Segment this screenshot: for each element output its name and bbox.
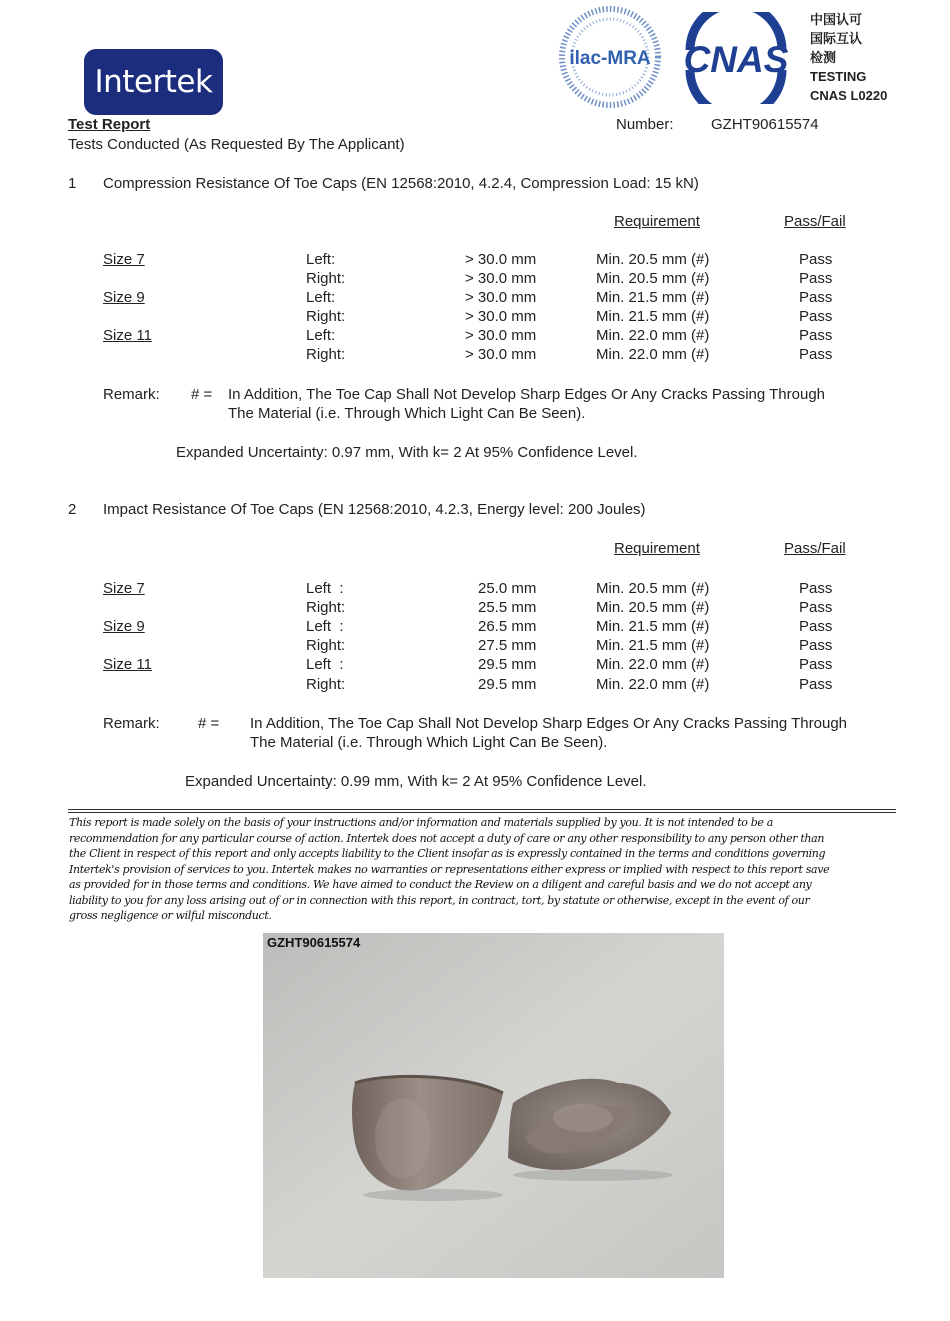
requirement-value: Min. 22.0 mm (#): [596, 656, 710, 673]
size-label: Size 11: [103, 327, 152, 344]
logo-text: Intertek: [94, 64, 213, 100]
report-number: GZHT90615574: [711, 116, 819, 133]
cnas-line: 中国认可: [810, 12, 863, 27]
requirement-value: Min. 22.0 mm (#): [596, 327, 710, 344]
passfail-header: Pass/Fail: [784, 540, 846, 557]
photo-label: GZHT90615574: [267, 935, 361, 950]
measured-value: > 30.0 mm: [465, 270, 537, 287]
requirement-value: Min. 20.5 mm (#): [596, 251, 710, 268]
cnas-line: 检测: [810, 50, 837, 65]
intertek-logo: [84, 49, 223, 115]
cnas-line: TESTING: [810, 69, 867, 84]
cnas-line: CNAS L0220: [810, 88, 888, 103]
remark-mark: # =: [198, 715, 220, 732]
remark-mark: # =: [191, 386, 213, 403]
result-value: Pass: [799, 637, 833, 654]
disclaimer-line: as provided for in those terms and conditions. We have aimed to conduct the Review on a diligent and careful basis and we do not accept any: [69, 878, 812, 891]
size-label: Size 9: [103, 289, 145, 306]
subtitle: Tests Conducted (As Requested By The Applicant): [68, 136, 405, 153]
result-value: Pass: [799, 251, 833, 268]
ilac-text: ilac-MRA: [569, 48, 651, 69]
remark-text: In Addition, The Toe Cap Shall Not Develop Sharp Edges Or Any Cracks Passing Through: [250, 715, 848, 732]
cnas-text: CNAS: [683, 39, 789, 80]
disclaimer-line: liability to you for any loss arising out of or in connection with this report, in contract, tort, by statute or otherwise, except in the event of our: [69, 893, 810, 907]
remark-label: Remark:: [103, 386, 160, 403]
measured-value: > 30.0 mm: [465, 327, 537, 344]
side-label: Right:: [306, 637, 346, 654]
section-number: 1: [68, 175, 77, 192]
remark-text: In Addition, The Toe Cap Shall Not Develop Sharp Edges Or Any Cracks Passing Through: [228, 386, 826, 403]
requirement-value: Min. 21.5 mm (#): [596, 308, 710, 325]
size-label: Size 7: [103, 580, 145, 597]
passfail-header: Pass/Fail: [784, 213, 846, 230]
side-label: Right:: [306, 308, 346, 325]
requirement-value: Min. 20.5 mm (#): [596, 580, 710, 597]
result-value: Pass: [799, 308, 833, 325]
side-label: Left:: [306, 327, 336, 344]
requirement-value: Min. 22.0 mm (#): [596, 676, 710, 693]
side-label: Right:: [306, 599, 346, 616]
measured-value: > 30.0 mm: [465, 251, 537, 268]
result-value: Pass: [799, 327, 833, 344]
side-label: Left :: [306, 656, 344, 673]
remark-text: The Material (i.e. Through Which Light Can Be Seen).: [250, 734, 608, 751]
divider: [68, 812, 896, 813]
measured-value: > 30.0 mm: [465, 289, 537, 306]
measured-value: 29.5 mm: [478, 676, 537, 693]
result-value: Pass: [799, 289, 833, 306]
measured-value: 25.0 mm: [478, 580, 537, 597]
cnas-line: 国际互认: [810, 31, 863, 46]
measured-value: > 30.0 mm: [465, 308, 537, 325]
result-value: Pass: [799, 676, 833, 693]
requirement-value: Min. 21.5 mm (#): [596, 289, 710, 306]
remark-label: Remark:: [103, 715, 160, 732]
uncertainty-text: Expanded Uncertainty: 0.97 mm, With k= 2 At 95% Confidence Level.: [176, 444, 638, 461]
result-value: Pass: [799, 618, 833, 635]
divider: [68, 809, 896, 810]
result-value: Pass: [799, 599, 833, 616]
result-value: Pass: [799, 656, 833, 673]
result-value: Pass: [799, 346, 833, 363]
size-label: Size 7: [103, 251, 145, 268]
cnas-logo: [676, 12, 796, 104]
side-label: Right:: [306, 346, 346, 363]
measured-value: 26.5 mm: [478, 618, 537, 635]
section-title: Impact Resistance Of Toe Caps (EN 12568:2010, 4.2.3, Energy level: 200 Joules): [103, 501, 646, 518]
measured-value: > 30.0 mm: [465, 346, 537, 363]
requirement-value: Min. 21.5 mm (#): [596, 637, 710, 654]
report-title: Test Report: [68, 116, 151, 133]
requirement-value: Min. 21.5 mm (#): [596, 618, 710, 635]
side-label: Left :: [306, 580, 344, 597]
result-value: Pass: [799, 270, 833, 287]
disclaimer-line: This report is made solely on the basis of your instructions and/or information and materials supplied by you. It is not intended to be a: [69, 816, 773, 829]
requirement-header: Requirement: [614, 213, 700, 230]
uncertainty-text: Expanded Uncertainty: 0.99 mm, With k= 2 At 95% Confidence Level.: [185, 773, 647, 790]
section-number: 2: [68, 501, 77, 518]
disclaimer-line: Intertek's provision of services to you. Intertek makes no warranties or representations either express or implied with respect to this report save: [69, 862, 830, 876]
requirement-header: Requirement: [614, 540, 700, 557]
measured-value: 29.5 mm: [478, 656, 537, 673]
toe-cap-photo: [263, 933, 724, 1278]
remark-text: The Material (i.e. Through Which Light Can Be Seen).: [228, 405, 586, 422]
requirement-value: Min. 20.5 mm (#): [596, 599, 710, 616]
side-label: Left:: [306, 251, 336, 268]
result-value: Pass: [799, 580, 833, 597]
side-label: Left:: [306, 289, 336, 306]
side-label: Right:: [306, 676, 346, 693]
number-label: Number:: [616, 116, 674, 133]
disclaimer-line: recommendation for any particular course of action. Intertek does not accept a duty of care or any other responsibility to any person other than: [69, 831, 825, 845]
disclaimer-line: the Client in respect of this report and only accepts liability to the Client insofar as is expressly contained in the terms and conditions governing: [69, 847, 826, 860]
side-label: Right:: [306, 270, 346, 287]
measured-value: 25.5 mm: [478, 599, 537, 616]
size-label: Size 11: [103, 656, 152, 673]
requirement-value: Min. 22.0 mm (#): [596, 346, 710, 363]
cnas-accreditation-text: [810, 10, 887, 105]
side-label: Left :: [306, 618, 344, 635]
requirement-value: Min. 20.5 mm (#): [596, 270, 710, 287]
ilac-mra-logo: [558, 5, 662, 109]
disclaimer-line: gross negligence or wilful misconduct.: [69, 909, 272, 922]
size-label: Size 9: [103, 618, 145, 635]
section-title: Compression Resistance Of Toe Caps (EN 12568:2010, 4.2.4, Compression Load: 15 kN): [103, 175, 699, 192]
disclaimer: [69, 815, 891, 924]
measured-value: 27.5 mm: [478, 637, 537, 654]
